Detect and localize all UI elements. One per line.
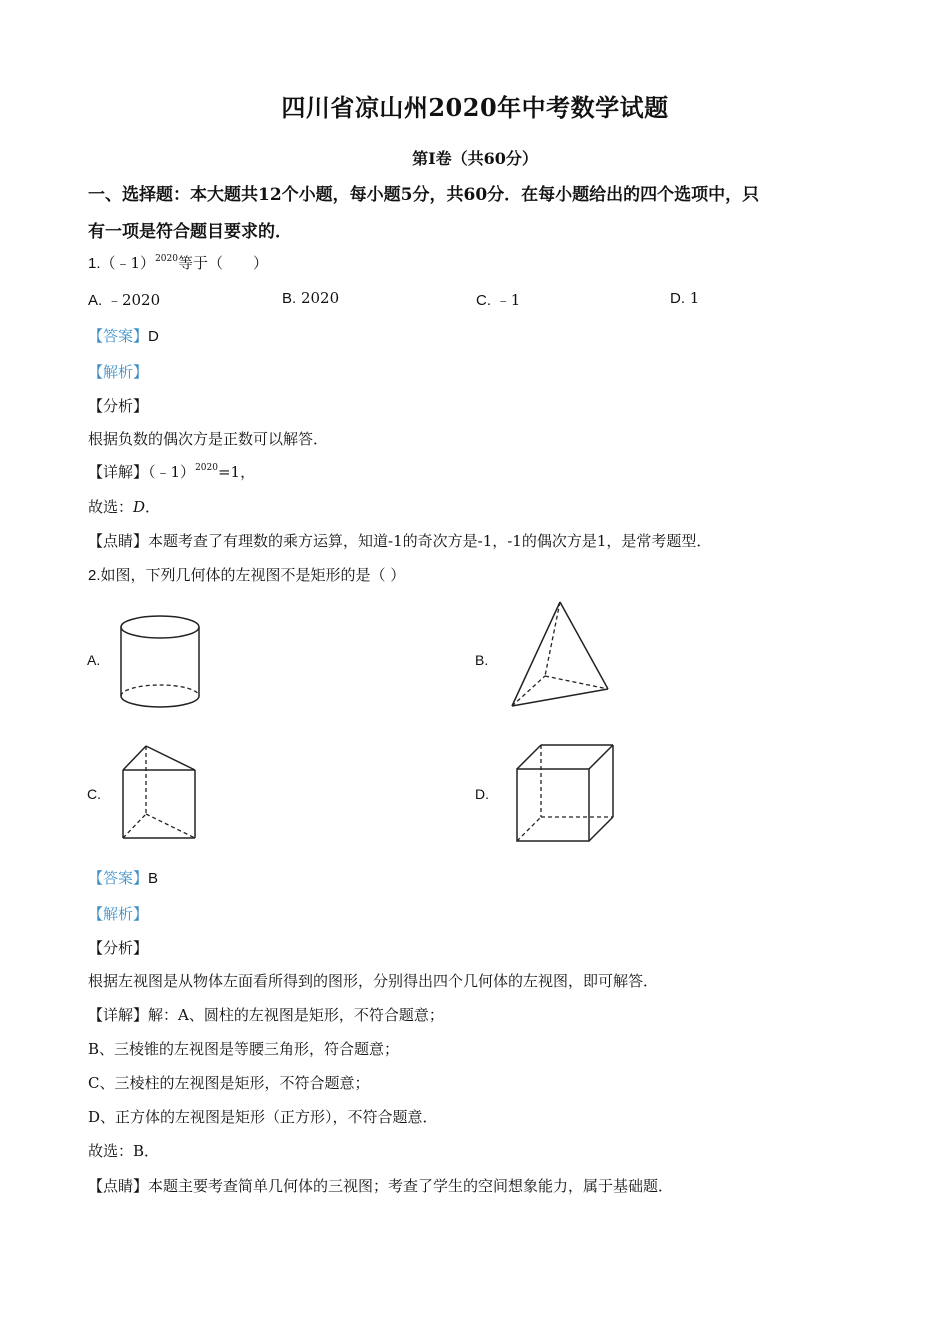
q1-exponent: 2020 — [155, 254, 178, 264]
cube-icon — [512, 740, 620, 846]
q1-fenxi-text: 根据负数的偶次方是正数可以解答． — [88, 430, 329, 448]
q2-fig-label-a: A. — [87, 652, 101, 668]
q1-choose: 故选：D． — [88, 498, 161, 516]
q1-analysis-tag: 【解析】 — [88, 363, 149, 381]
q1-stem-tail: 等于（ ） — [177, 254, 268, 272]
q1-option-c: C. ﹣1 — [476, 291, 521, 309]
q1-answer: 【答案】D — [88, 327, 159, 345]
q1-option-b: B. 2020 — [282, 289, 340, 307]
q2-choose: 故选：B． — [88, 1142, 160, 1160]
q1-option-a: A. ﹣2020 — [88, 291, 161, 309]
q1-detail: 【详解】（﹣1）$^{2020}$=1， — [88, 463, 256, 481]
q2-detail-line-3: C、三棱柱的左视图是矩形，不符合题意； — [88, 1074, 370, 1092]
page-title: 四川省凉山州2020年中考数学试题 — [281, 93, 669, 122]
q2-fig-label-d: D. — [475, 786, 489, 802]
q1-number: 1. — [88, 255, 101, 272]
q1-option-d: D. 1 — [670, 289, 700, 307]
q2-comment: 【点睛】本题主要考查简单几何体的三视图；考查了学生的空间想象能力，属于基础题． — [88, 1177, 674, 1195]
q1-comment: 【点睛】本题考查了有理数的乘方运算，知道-1的奇次方是-1，-1的偶次方是1，是常考题型． — [88, 532, 712, 550]
section-heading-line2: 有一项是符合题目要求的． — [88, 222, 292, 242]
q2-analysis-tag: 【解析】 — [88, 905, 149, 923]
q2-detail-line-2: B、三棱锥的左视图是等腰三角形，符合题意； — [88, 1040, 400, 1058]
q2-fig-label-b: B. — [475, 652, 489, 668]
triangular-prism-icon — [118, 742, 200, 844]
q1-fenxi-tag: 【分析】 — [88, 397, 149, 415]
section-heading-line1: 一、选择题：本大题共12个小题，每小题5分，共60分．在每小题给出的四个选项中，只 — [88, 185, 760, 205]
q2-detail-line-4: D、正方体的左视图是矩形（正方形），不符合题意． — [88, 1108, 438, 1126]
q2-fenxi-text: 根据左视图是从物体左面看所得到的图形，分别得出四个几何体的左视图，即可解答． — [88, 972, 659, 990]
q2-stem: 2.如图，下列几何体的左视图不是矩形的是（ ） — [88, 566, 406, 584]
q2-answer: 【答案】B — [88, 869, 159, 887]
q1-base: （﹣1） — [100, 254, 156, 272]
triangular-pyramid-icon — [505, 598, 615, 710]
q2-fenxi-tag: 【分析】 — [88, 939, 149, 957]
cylinder-icon — [115, 612, 205, 712]
q1-stem — [88, 252, 268, 273]
q2-fig-label-c: C. — [87, 786, 101, 802]
page-subtitle: 第Ⅰ卷（共60分） — [412, 149, 538, 168]
q2-detail-line-1: 【详解】解：A、圆柱的左视图是矩形，不符合题意； — [88, 1006, 444, 1024]
